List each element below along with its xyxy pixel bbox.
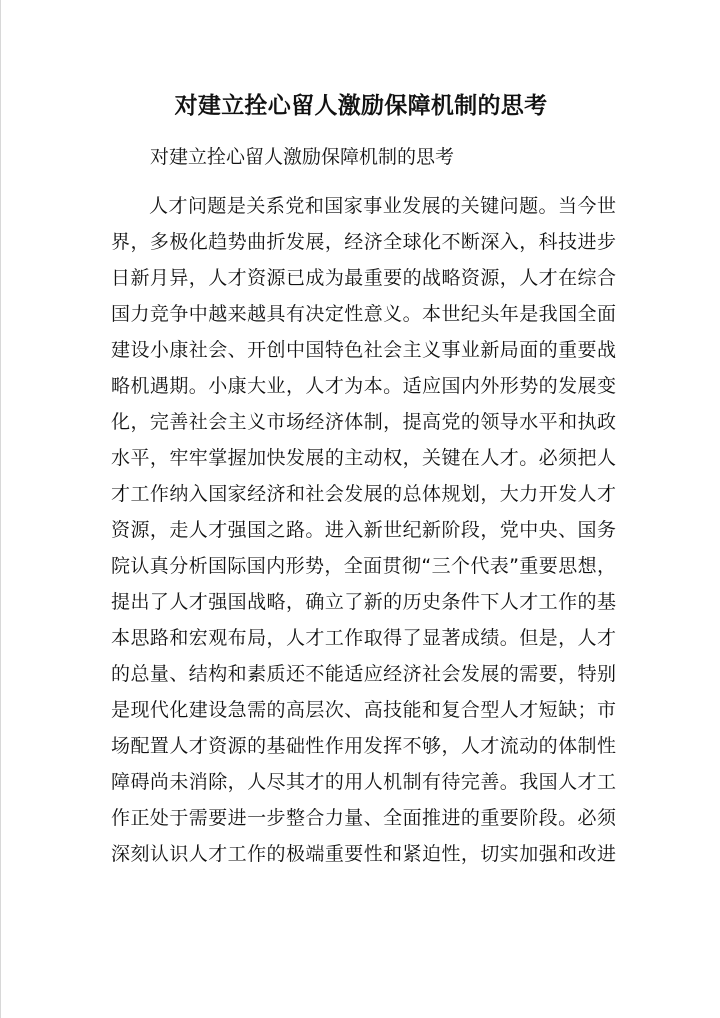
- body-line: 国力竞争中越来越具有决定性意义。本世纪头年是我国全面: [111, 303, 616, 325]
- body-line: 水平，牢牢掌握加快发展的主动权，关键在人才。必须把人: [111, 447, 616, 469]
- body-line: 建设小康社会、开创中国特色社会主义事业新局面的重要战: [111, 339, 616, 361]
- body-line: 日新月异，人才资源已成为最重要的战略资源，人才在综合: [111, 267, 616, 289]
- body-line: 的总量、结构和素质还不能适应经济社会发展的需要，特别: [111, 663, 616, 685]
- body-line: 是现代化建设急需的高层次、高技能和复合型人才短缺；市: [111, 699, 616, 721]
- document-subtitle: 对建立拴心留人激励保障机制的思考: [150, 146, 455, 168]
- body-line: 深刻认识人才工作的极端重要性和紧迫性，切实加强和改进: [111, 843, 616, 865]
- body-line: 场配置人才资源的基础性作用发挥不够，人才流动的体制性: [111, 735, 616, 757]
- body-line: 略机遇期。小康大业，人才为本。适应国内外形势的发展变: [111, 375, 616, 397]
- body-line: 作正处于需要进一步整合力量、全面推进的重要阶段。必须: [111, 807, 616, 829]
- body-line: 才工作纳入国家经济和社会发展的总体规划，大力开发人才: [111, 483, 616, 505]
- body-line: 界，多极化趋势曲折发展，经济全球化不断深入，科技进步: [111, 231, 616, 253]
- body-line: 障碍尚未消除，人尽其才的用人机制有待完善。我国人才工: [111, 771, 616, 793]
- body-line: 人才问题是关系党和国家事业发展的关键问题。当今世: [149, 195, 616, 217]
- body-line: 提出了人才强国战略，确立了新的历史条件下人才工作的基: [111, 591, 616, 613]
- body-line: 院认真分析国际国内形势，全面贯彻“三个代表”重要思想，: [111, 555, 616, 577]
- document-title: 对建立拴心留人激励保障机制的思考: [174, 93, 548, 119]
- document-body: [111, 188, 616, 872]
- body-line: 本思路和宏观布局，人才工作取得了显著成绩。但是，人才: [111, 627, 616, 649]
- body-line: 化，完善社会主义市场经济体制，提高党的领导水平和执政: [111, 411, 616, 433]
- body-line: 资源，走人才强国之路。进入新世纪新阶段，党中央、国务: [111, 519, 616, 541]
